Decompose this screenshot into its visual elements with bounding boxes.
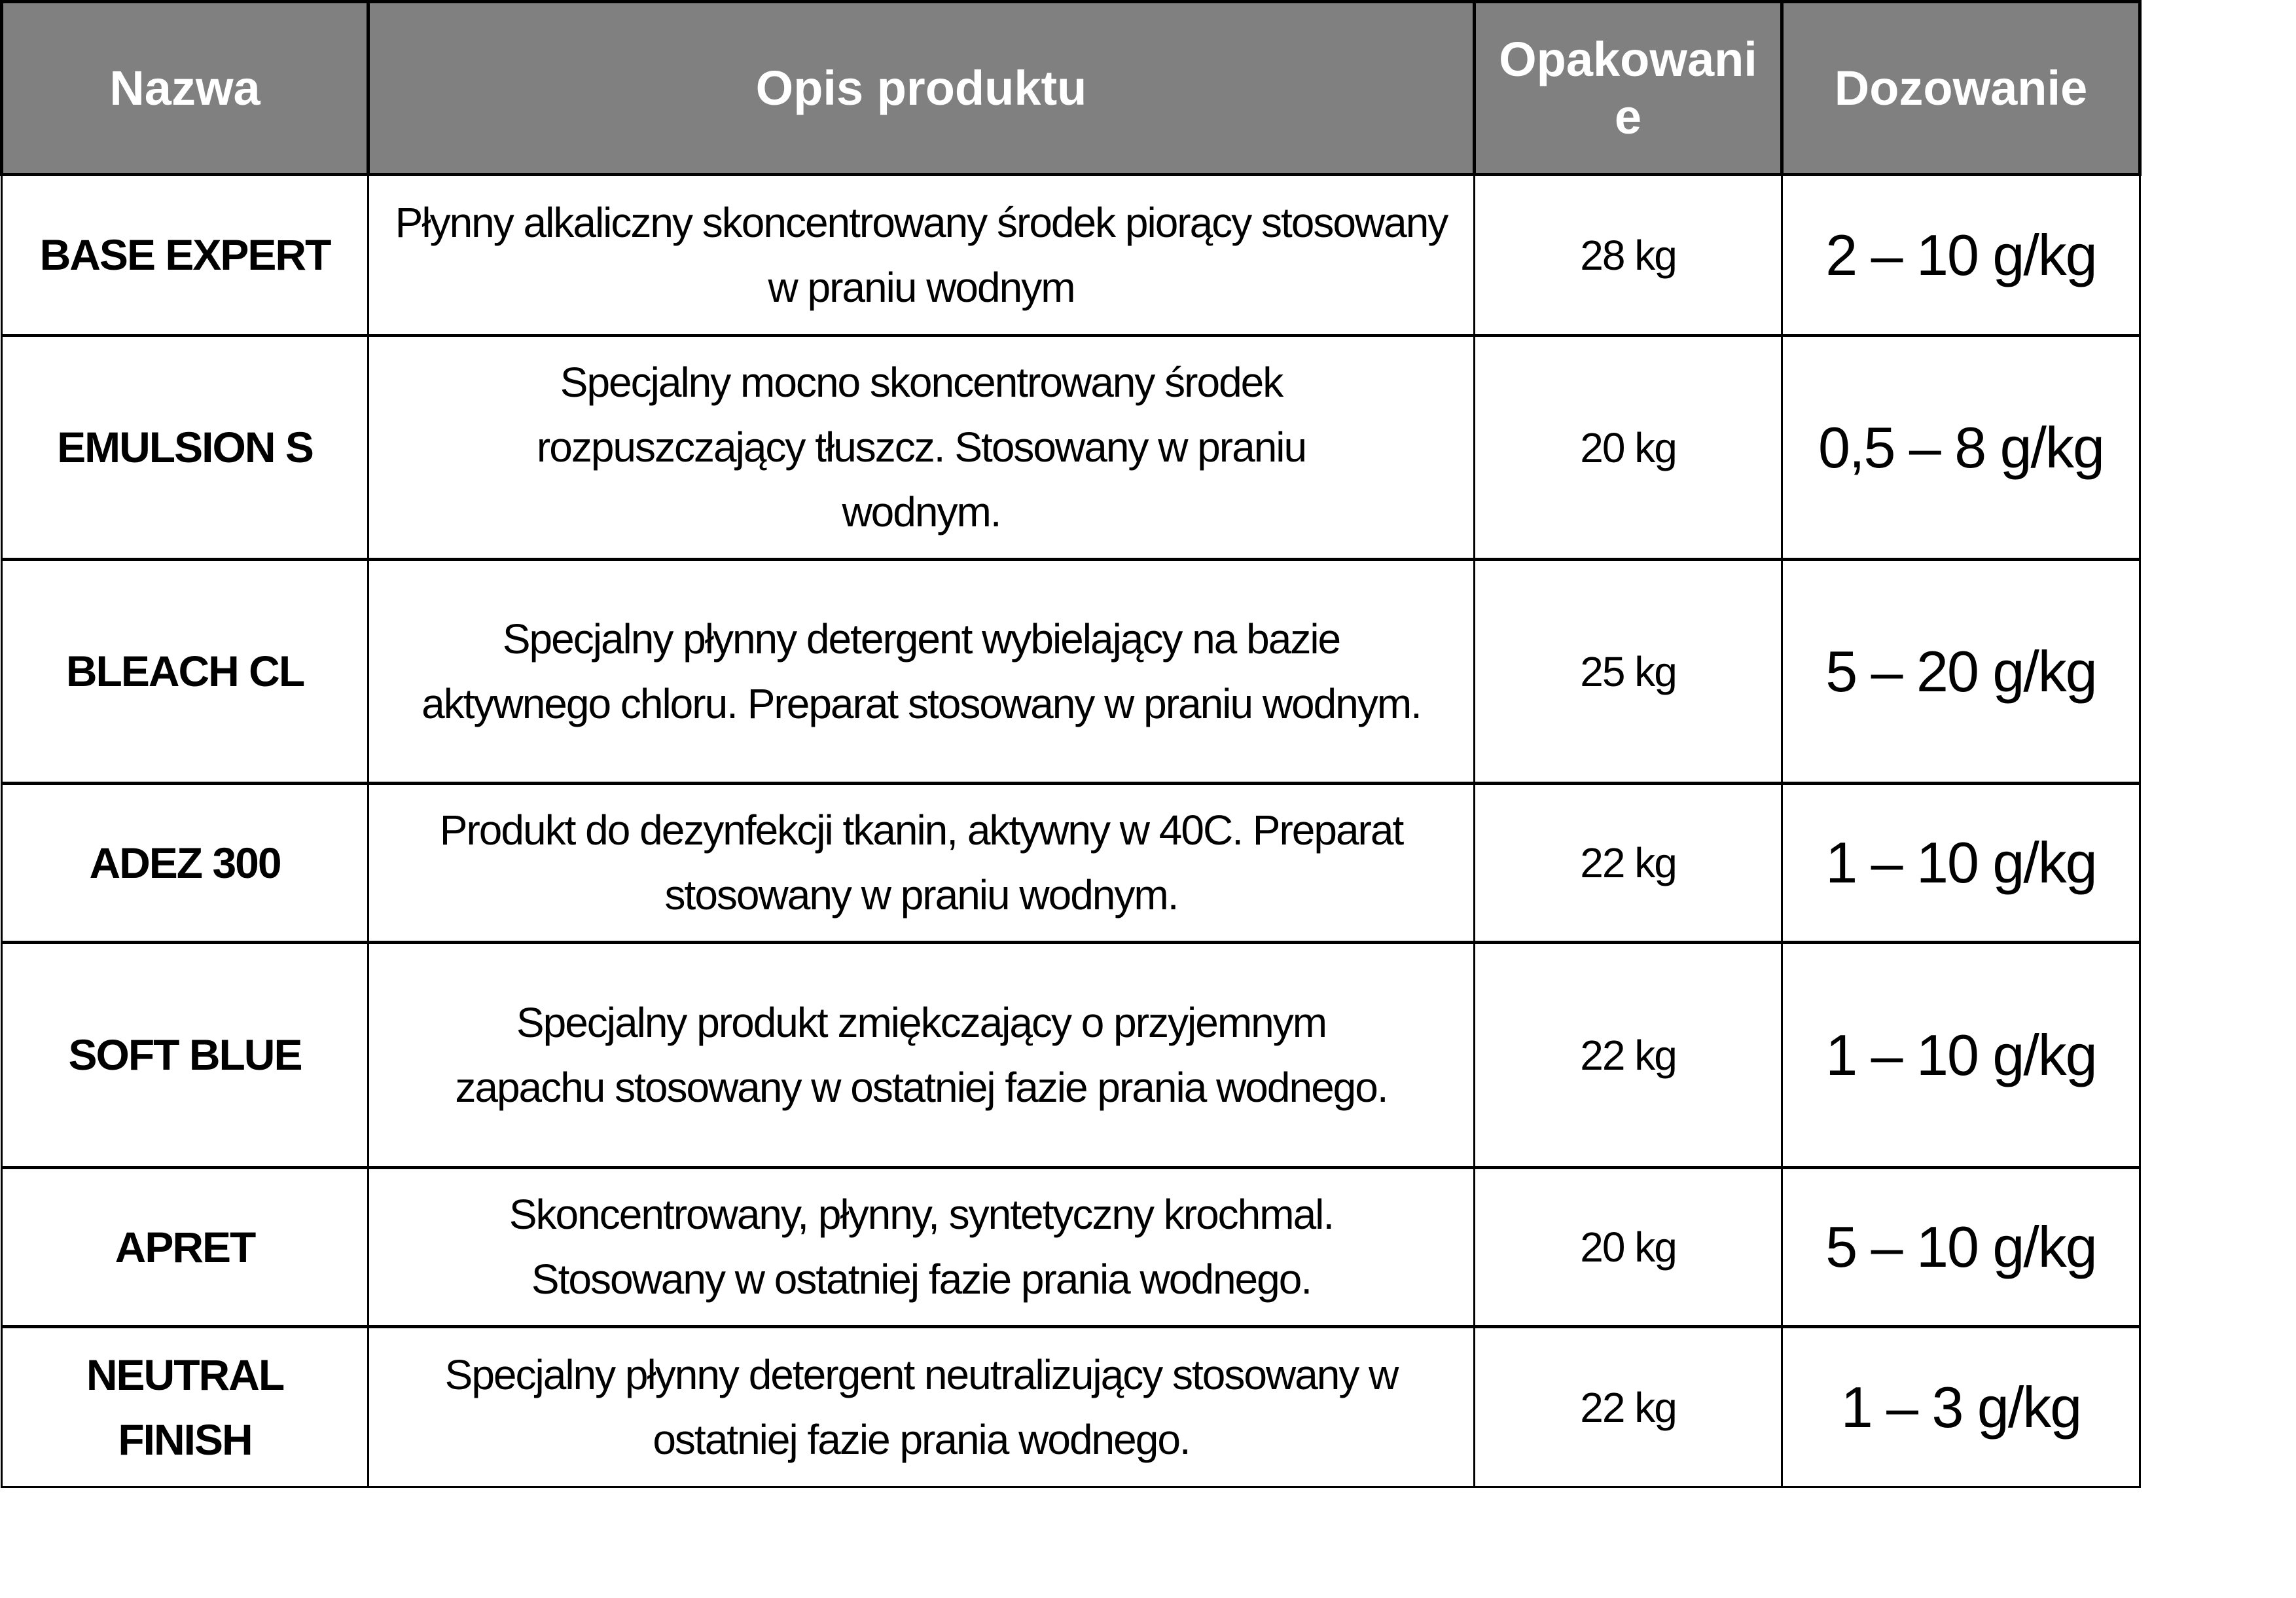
table-row (2, 1327, 2140, 1487)
table-row (2, 784, 2140, 943)
header-description: Opis produktu (368, 2, 1475, 175)
product-description: Specjalny płynny detergent neutralizujący stosowany w ostatniej fazie prania wodnego. (368, 1327, 1475, 1487)
product-dosage: 0,5 – 8 g/kg (1782, 336, 2140, 560)
table-row (2, 1168, 2140, 1327)
product-packaging: 20 kg (1475, 336, 1782, 560)
table-row (2, 336, 2140, 560)
product-description: Specjalny płynny detergent wybielający na bazie aktywnego chloru. Preparat stosowany w praniu wodnym. (368, 560, 1475, 784)
product-dosage: 2 – 10 g/kg (1782, 175, 2140, 336)
product-packaging: 22 kg (1475, 943, 1782, 1168)
product-description: Specjalny produkt zmiękczający o przyjemnym zapachu stosowany w ostatniej fazie prania wodnego. (368, 943, 1475, 1168)
product-dosage: 5 – 10 g/kg (1782, 1168, 2140, 1327)
product-name: SOFT BLUE (2, 943, 368, 1168)
product-description: Produkt do dezynfekcji tkanin, aktywny w 40C. Preparat stosowany w praniu wodnym. (368, 784, 1475, 943)
product-name: NEUTRAL FINISH (2, 1327, 368, 1487)
product-name: BLEACH CL (2, 560, 368, 784)
header-packaging: Opakowanie (1475, 2, 1782, 175)
product-dosage: 5 – 20 g/kg (1782, 560, 2140, 784)
product-description: Skoncentrowany, płynny, syntetyczny krochmal. Stosowany w ostatniej fazie prania wodnego. (368, 1168, 1475, 1327)
header-dosage: Dozowanie (1782, 2, 2140, 175)
product-dosage: 1 – 10 g/kg (1782, 943, 2140, 1168)
product-name: APRET (2, 1168, 368, 1327)
product-description: Płynny alkaliczny skoncentrowany środek piorący stosowany w praniu wodnym (368, 175, 1475, 336)
table-row (2, 560, 2140, 784)
product-packaging: 25 kg (1475, 560, 1782, 784)
product-name: EMULSION S (2, 336, 368, 560)
product-description: Specjalny mocno skoncentrowany środek rozpuszczający tłuszcz. Stosowany w praniu wodnym. (368, 336, 1475, 560)
product-dosage: 1 – 3 g/kg (1782, 1327, 2140, 1487)
product-packaging: 28 kg (1475, 175, 1782, 336)
product-name: ADEZ 300 (2, 784, 368, 943)
header-name: Nazwa (2, 2, 368, 175)
product-name: BASE EXPERT (2, 175, 368, 336)
table-header-row (2, 2, 2140, 175)
product-dosage: 1 – 10 g/kg (1782, 784, 2140, 943)
product-packaging: 20 kg (1475, 1168, 1782, 1327)
product-packaging: 22 kg (1475, 1327, 1782, 1487)
product-packaging: 22 kg (1475, 784, 1782, 943)
table-row (2, 175, 2140, 336)
table-row (2, 943, 2140, 1168)
